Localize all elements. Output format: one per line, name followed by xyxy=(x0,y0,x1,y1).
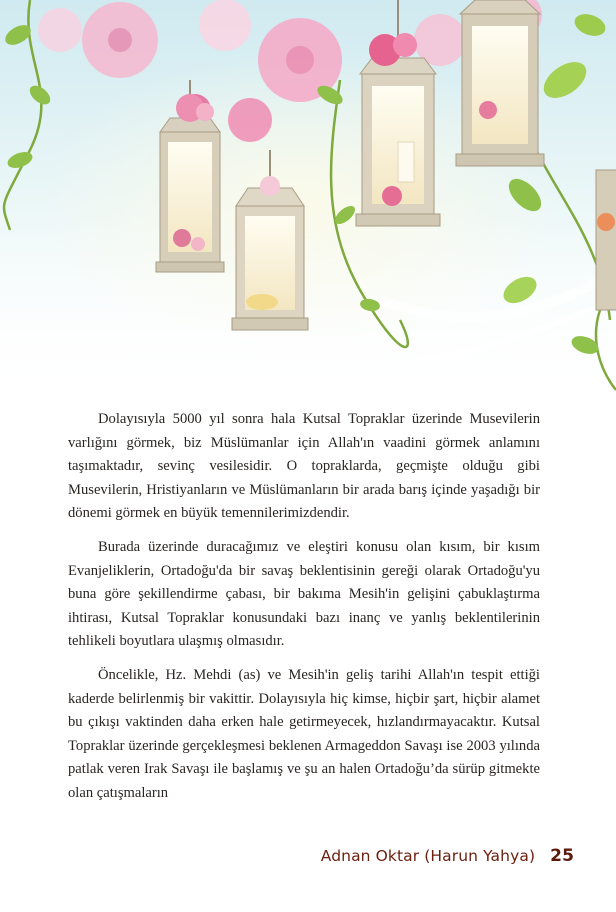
decorative-header-illustration xyxy=(0,0,616,400)
lantern-4 xyxy=(456,0,544,166)
page-footer xyxy=(0,846,574,866)
page-number: 25 xyxy=(550,846,574,866)
lantern-5 xyxy=(596,170,616,310)
paragraph-1: Dolayısıyla 5000 yıl sonra hala Kutsal Topraklar üzerinde Musevilerin varlığını görmek, biz Müslümanlar için Allah'ın vaadini görmek anlamını taşımaktadır, sevinç vesilesidir. O topraklarda, geçmişte olduğu gibi Musevilerin, Hristiyanların ve Müslümanların bir arada barış içinde yaşadığı bir dönemi görmek en büyük temennilerimizdendir. xyxy=(68,411,540,522)
paragraph-2: Burada üzerinde duracağımız ve eleştiri konusu olan kısım, bir kısım Evanjeliklerin, Ortadoğu'da bir savaş beklentisinin gereği olarak Ortadoğu'yu buna göre şekillendirme çabası, bir bakıma Mesih'in gelişini çabuklaştırma ihtirası, Kutsal Topraklar konusundaki bazı inanç ve yanlış beklentilerinin tehlikeli boyutlara ulaşmış olmasıdır. xyxy=(68,538,540,650)
body-text xyxy=(68,408,540,816)
author-name: Adnan Oktar (Harun Yahya) xyxy=(320,847,536,865)
paragraph-3: Öncelikle, Hz. Mehdi (as) ve Mesih'in geliş tarihi Allah'ın tespit ettiği kaderde belirlenmiş bir vakittir. Dolayısıyla hiç kimse, hiçbir şart, hiçbir alamet bu çıkışı vaktinden daha erken hale getirmeyecek, hızlandırmayacaktır. Kutsal Topraklar üzerinde gerçekleşmesi beklenen Armageddon Savaşı ise 2003 yılında patlak veren Irak Savaşı ile başlamış ve şu an halen Ortadoğu’da sürüp gitmekte olan çatışmaların xyxy=(68,666,540,801)
